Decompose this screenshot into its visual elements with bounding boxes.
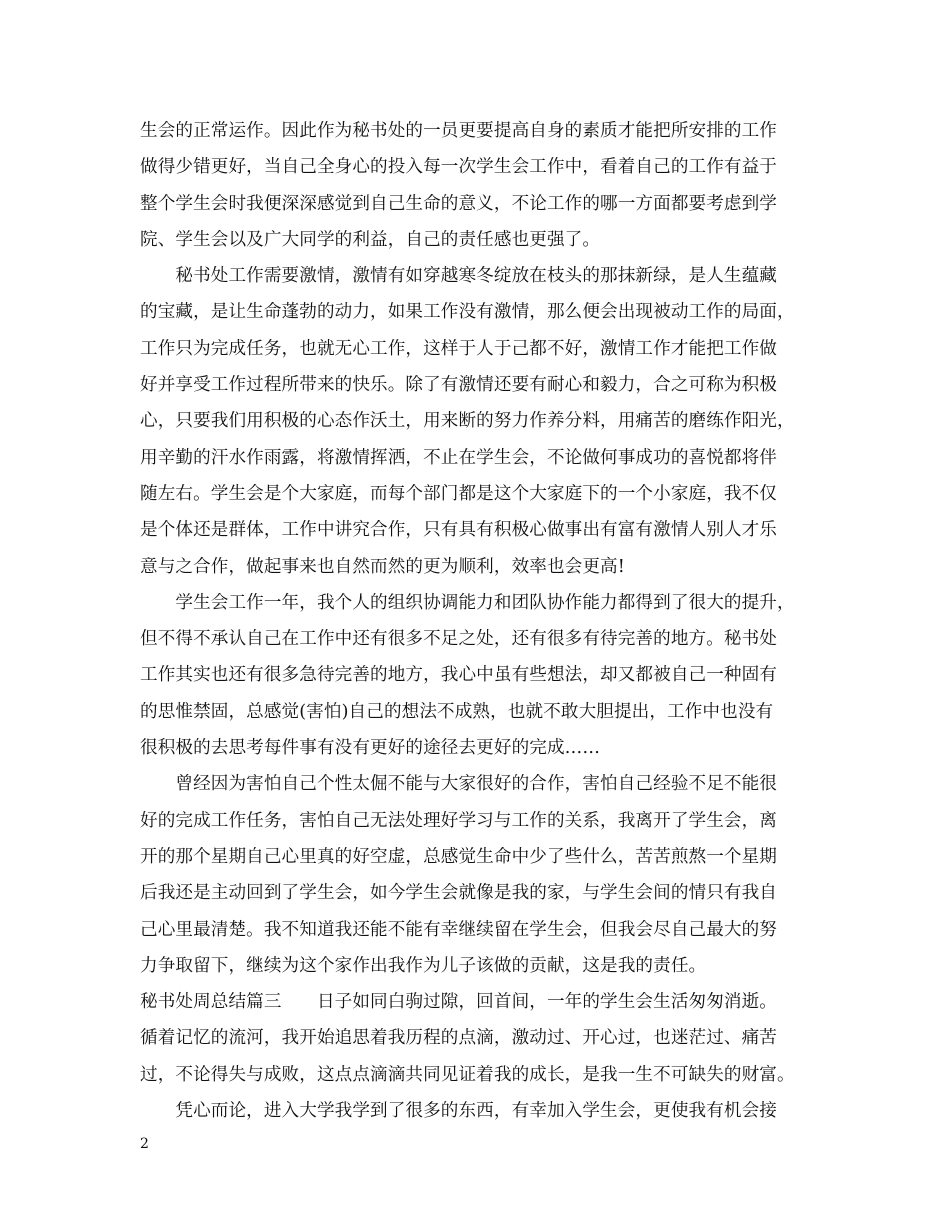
- text-line: 很积极的去思考每件事有没有更好的途径去更好的完成……: [140, 738, 601, 759]
- text-line: 工作其实也还有很多急待完善的地方，我心中虽有些想法，却又都被自己一种固有: [140, 665, 777, 686]
- text-line: 工作只为完成任务，也就无心工作，这样于人于己都不好，激情工作才能把工作做: [140, 338, 777, 359]
- page-number: 2: [140, 1136, 149, 1152]
- text-line: 好并享受工作过程所带来的快乐。除了有激情还要有耐心和毅力，合之可称为积极: [140, 375, 777, 396]
- text-line: 曾经因为害怕自己个性太倔不能与大家很好的合作，害怕自己经验不足不能很: [140, 774, 777, 795]
- text-line: 做得少错更好，当自己全身心的投入每一次学生会工作中，看着自己的工作有益于: [140, 157, 777, 178]
- text-line: 心，只要我们用积极的心态作沃土，用来断的努力作养分料，用痛苦的磨练作阳光，: [140, 411, 795, 432]
- text-line: 随左右。学生会是个大家庭，而每个部门都是这个大家庭下的一个小家庭，我不仅: [140, 483, 777, 504]
- text-line: 凭心而论，进入大学我学到了很多的东西，有幸加入学生会，更使我有机会接: [140, 1101, 777, 1122]
- text-line: 秘书处工作需要激情，激情有如穿越寒冬绽放在枝头的那抹新绿，是人生蕴藏: [140, 266, 777, 287]
- text-line: 循着记忆的流河，我开始追思着我历程的点滴，激动过、开心过，也迷茫过、痛苦: [140, 1028, 777, 1049]
- text-line: 整个学生会时我便深深感觉到自己生命的意义，不论工作的哪一方面都要考虑到学: [140, 193, 777, 214]
- text-line: 后我还是主动回到了学生会，如今学生会就像是我的家，与学生会间的情只有我自: [140, 883, 777, 904]
- text-line: 但不得不承认自己在工作中还有很多不足之处，还有很多有待完善的地方。秘书处: [140, 629, 777, 650]
- text-line: 院、学生会以及广大同学的利益，自己的责任感也更强了。: [140, 229, 601, 250]
- text-line: 生会的正常运作。因此作为秘书处的一员更要提高自身的素质才能把所安排的工作: [140, 121, 777, 141]
- text-line: 是个体还是群体，工作中讲究合作，只有具有积极心做事出有富有激情人别人才乐: [140, 520, 777, 541]
- text-line: 学生会工作一年，我个人的组织协调能力和团队协作能力都得到了很大的提升，: [140, 592, 795, 613]
- text-line: 好的完成工作任务，害怕自己无法处理好学习与工作的关系，我离开了学生会，离: [140, 810, 777, 831]
- text-line: 意与之合作，做起事来也自然而然的更为顺利，效率也会更高!: [140, 556, 625, 577]
- text-line: 过，不论得失与成败，这点点滴滴共同见证着我的成长，是我一生不可缺失的财富。: [140, 1064, 795, 1085]
- text-line: 的宝藏，是让生命蓬勃的动力，如果工作没有激情，那么便会出现被动工作的局面，: [140, 302, 795, 323]
- text-line: 的思惟禁固，总感觉(害怕)自己的想法不成熟，也就不敢大胆提出，工作中也没有: [140, 701, 774, 722]
- text-line: 力争取留下，继续为这个家作出我作为儿子该做的贡献，这是我的责任。: [140, 955, 707, 976]
- text-line: 己心里最清楚。我不知道我还能不能有幸继续留在学生会，但我会尽自己最大的努: [140, 919, 777, 940]
- text-line: 秘书处周总结篇三 日子如同白驹过隙，回首间，一年的学生会生活匆匆消逝。: [140, 992, 777, 1013]
- text-line: 开的那个星期自己心里真的好空虚，总感觉生命中少了些什么，苦苦煎熬一个星期: [140, 846, 777, 867]
- text-line: 用辛勤的汗水作雨露，将激情挥洒，不止在学生会，不论做何事成功的喜悦都将伴: [140, 447, 777, 468]
- body-text: [140, 113, 840, 1129]
